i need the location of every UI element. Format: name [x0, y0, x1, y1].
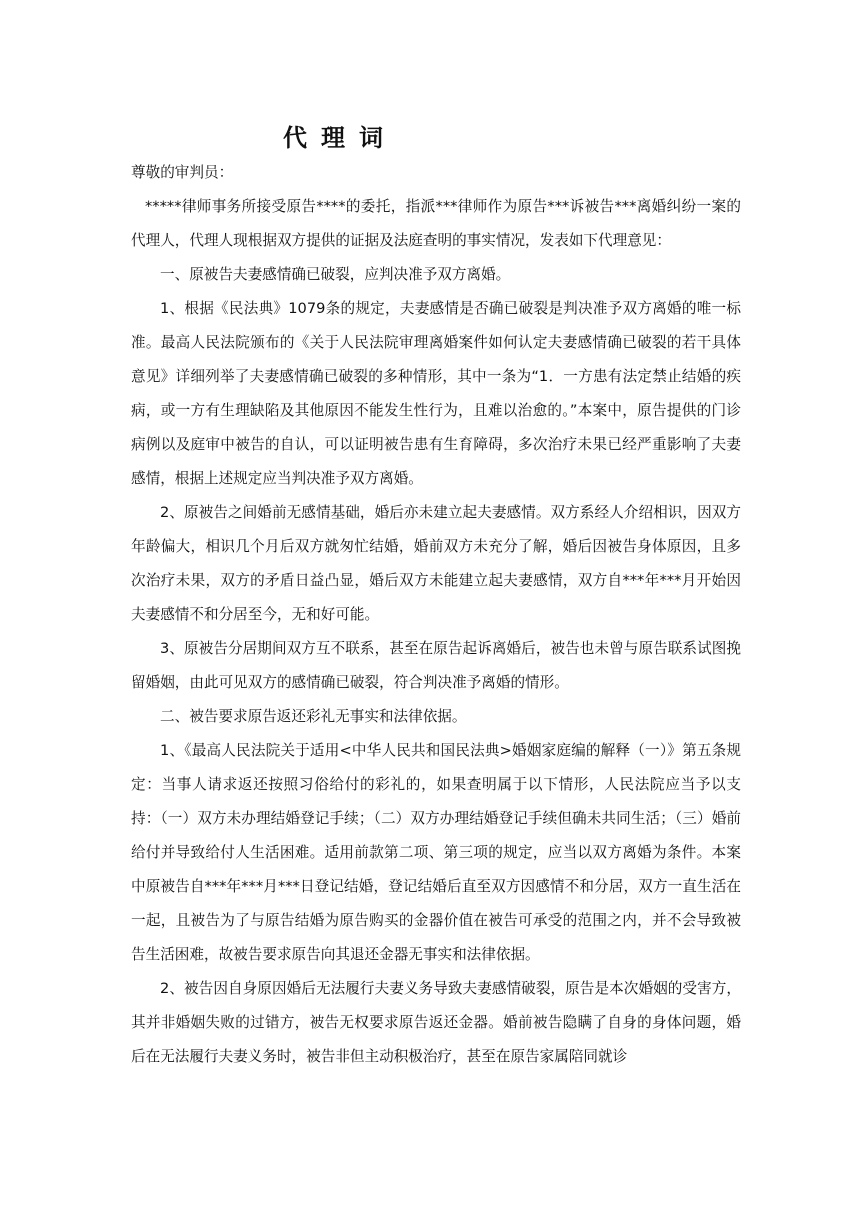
paragraph-2-2: 2、被告因自身原因婚后无法履行夫妻义务导致夫妻感情破裂，原告是本次婚姻的受害方，其并非婚姻失败的过错方，被告无权要求原告返还金器。婚前被告隐瞒了自身的身体问题，婚后在无法履行夫妻义务时，被告非但主动积极治疗，甚至在原告家属陪同就诊	[131, 980, 741, 1065]
paragraph-1-3: 3、原被告分居期间双方互不联系，甚至在原告起诉离婚后，被告也未曾与原告联系试图挽留婚姻，由此可见双方的感情确已破裂，符合判决准予离婚的情形。	[131, 640, 741, 691]
section-heading-2: 二、被告要求原告返还彩礼无事实和法律依据。	[160, 708, 467, 725]
section-heading-1: 一、原被告夫妻感情确已破裂，应判决准予双方离婚。	[160, 266, 511, 283]
paragraph-1-1: 1、根据《民法典》1079条的规定，夫妻感情是否确已破裂是判决准予双方离婚的唯一标准。最高人民法院颁布的《关于人民法院审理离婚案件如何认定夫妻感情确已破裂的若干具体意见》详细列举了夫妻感情确已破裂的多种情形，其中一条为“1．一方患有法定禁止结婚的疾病，或一方有生理缺陷及其他原因不能发生性行为，且难以治愈的。”本案中，原告提供的门诊病例以及庭审中被告的自认，可以证明被告患有生育障碍，多次治疗未果已经严重影响了夫妻感情，根据上述规定应当判决准予双方离婚。	[131, 300, 741, 487]
salutation: 尊敬的审判员：	[131, 164, 234, 181]
document-title: 代理词	[283, 124, 397, 152]
intro-paragraph: *****律师事务所接受原告****的委托，指派***律师作为原告***诉被告***离婚纠纷一案的代理人，代理人现根据双方提供的证据及法庭查明的事实情况，发表如下代理意见：	[131, 198, 741, 249]
document-body	[131, 156, 741, 1074]
paragraph-1-2: 2、原被告之间婚前无感情基础，婚后亦未建立起夫妻感情。双方系经人介绍相识，因双方年龄偏大，相识几个月后双方就匆忙结婚，婚前双方未充分了解，婚后因被告身体原因，且多次治疗未果，双方的矛盾日益凸显，婚后双方未能建立起夫妻感情，双方自***年***月开始因夫妻感情不和分居至今，无和好可能。	[131, 504, 741, 623]
paragraph-2-1: 1、《最高人民法院关于适用<中华人民共和国民法典>婚姻家庭编的解释（一）》第五条规定：当事人请求返还按照习俗给付的彩礼的，如果查明属于以下情形，人民法院应当予以支持：（一）双方未办理结婚登记手续；（二）双方办理结婚登记手续但确未共同生活；（三）婚前给付并导致给付人生活困难。适用前款第二项、第三项的规定，应当以双方离婚为条件。本案中原被告自***年***月***日登记结婚，登记结婚后直至双方因感情不和分居，双方一直生活在一起，且被告为了与原告结婚为原告购买的金器价值在被告可承受的范围之内，并不会导致被告生活困难，故被告要求原告向其退还金器无事实和法律依据。	[131, 742, 741, 963]
